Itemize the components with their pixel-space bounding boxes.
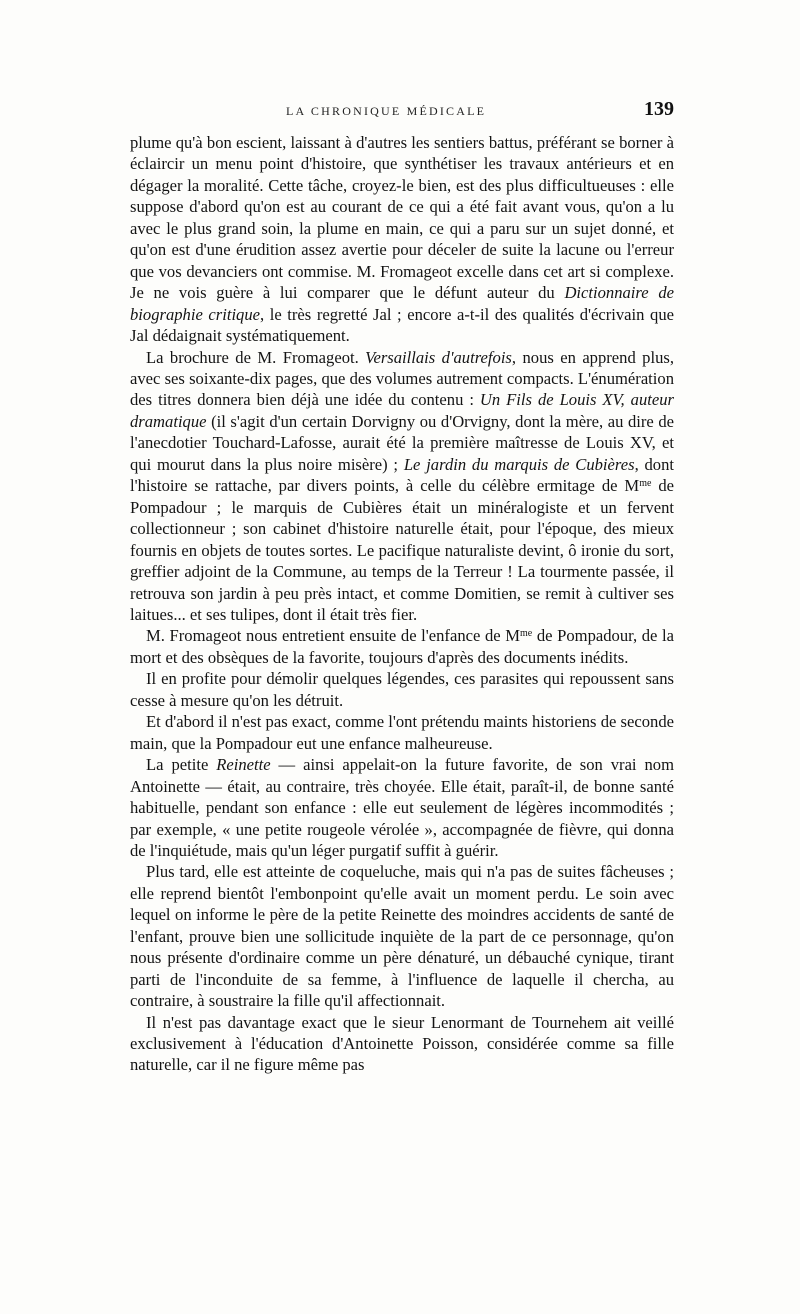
paragraph [130, 711, 674, 754]
paragraph [130, 1012, 674, 1076]
text-run: M. Fromageot nous entretient ensuite de l'enfance de M [146, 626, 521, 646]
text-run: (il s'agit d'un certain Dorvigny ou d'Orvigny, dont la mère, au dire de l'anecdotier Touchard-Lafosse, aurait été la première maîtresse de Louis XV, et qui mourut dans la plus noire misère) ; [130, 411, 674, 474]
paragraph [130, 132, 674, 347]
superscript: me [639, 478, 652, 490]
text-run: plume qu'à bon escient, laissant à d'autres les sentiers battus, préférant se borner à éclaircir un menu point d'histoire, que synthétiser les travaux antérieurs et en dégager la moralité. Cette tâche, croyez-le bien, est des plus difficultueuses : elle suppose d'abord qu'on est au courant de ce qui a été fait avant vous, qu'on a lu avec le plus grand soin, la plume en main, ce qui a paru sur un sujet donné, et qu'on est d'une érudition assez avertie pour déceler de suite la lacune ou l'erreur que vos devanciers ont commise. M. Fromageot excelle dans cet art si complexe. Je ne vois guère à lui comparer que le défunt auteur du [130, 133, 674, 303]
italic-title: Reinette [216, 755, 271, 775]
page-header [128, 98, 674, 122]
paragraph [130, 754, 674, 861]
superscript: me [520, 628, 533, 640]
text-run: Et d'abord il n'est pas exact, comme l'ont prétendu maints historiens de seconde main, que la Pompadour eut une enfance malheureuse. [130, 712, 674, 753]
italic-title: Un Fils de Louis XV, auteur dramatique [130, 390, 674, 431]
text-run: de Pompadour ; le marquis de Cubières était un minéralogiste et un fervent collectionneur ; son cabinet d'histoire naturelle était, pour l'époque, des mieux fournis en objets de toutes sortes. Le pacifique naturaliste devint, ô ironie du sort, greffier adjoint de la Commune, au temps de la Terreur ! La tourmente passée, il retrouva son jardin à peu près intact, et comme Domitien, se remit à cultiver ses laitues... et ses tulipes, dont il était très fier. [130, 476, 675, 624]
running-title: LA CHRONIQUE MÉDICALE [286, 104, 487, 118]
text-run: , dont l'histoire se rattache, par divers points, à celle du célèbre ermitage de M [130, 454, 674, 496]
text-run: La petite [146, 755, 217, 775]
text-run: , nous en apprend plus, avec ses soixante-dix pages, que des volumes autrement compacts. L'énumération des titres donnera bien déjà une idée du contenu : [130, 347, 674, 410]
text-run: , le très regretté Jal ; encore a-t-il des qualités d'écrivain que Jal dédaignait systématiquement. [130, 304, 674, 346]
text-run: — ainsi appelait-on la future favorite, de son vrai nom Antoinette — était, au contraire, très choyée. Elle était, paraît-il, de bonne santé habituelle, pendant son enfance : elle eut seulement de légères incommodités ; par exemple, « une petite rougeole vérolée », accompagnée de fièvre, qui donna de l'inquiétude, mais qu'un léger purgatif suffit à guérir. [130, 755, 674, 860]
text-run: Il n'est pas davantage exact que le sieur Lenormant de Tournehem ait veillé exclusivement à l'éducation d'Antoinette Poisson, considérée comme sa fille naturelle, car il ne figure même pas [130, 1012, 674, 1075]
italic-title: Le jardin du marquis de Cubières [403, 454, 635, 474]
italic-title: Versaillais d'autrefois [365, 347, 512, 367]
paragraph [130, 347, 674, 626]
paragraph [130, 668, 674, 711]
text-run: Il en profite pour démolir quelques légendes, ces parasites qui repoussent sans cesse à mesure qu'on les détruit. [130, 669, 674, 710]
body-text [130, 132, 674, 1076]
text-run: Plus tard, elle est atteinte de coqueluche, mais qui n'a pas de suites fâcheuses ; elle reprend bientôt l'embonpoint qu'elle avait un moment perdu. Le soin avec lequel on informe le père de la petite Reinette des moindres accidents de santé de l'enfant, prouve bien une sollicitude inquiète de la part de ce personnage, qu'on nous présente d'ordinaire comme un père dénaturé, un débauché cynique, tirant parti de l'inconduite de sa femme, à l'influence de laquelle il chercha, au contraire, à soustraire la fille qu'il affectionnait. [130, 862, 674, 1011]
italic-title: Dictionnaire de biographie critique [130, 283, 674, 324]
paragraph [130, 625, 674, 668]
text-run: de Pompadour, de la mort et des obsèques de la favorite, toujours d'après des documents inédits. [130, 626, 675, 667]
text-run: La brochure de M. Fromageot. [146, 347, 366, 367]
page-number: 139 [644, 98, 674, 120]
paragraph [130, 861, 674, 1011]
